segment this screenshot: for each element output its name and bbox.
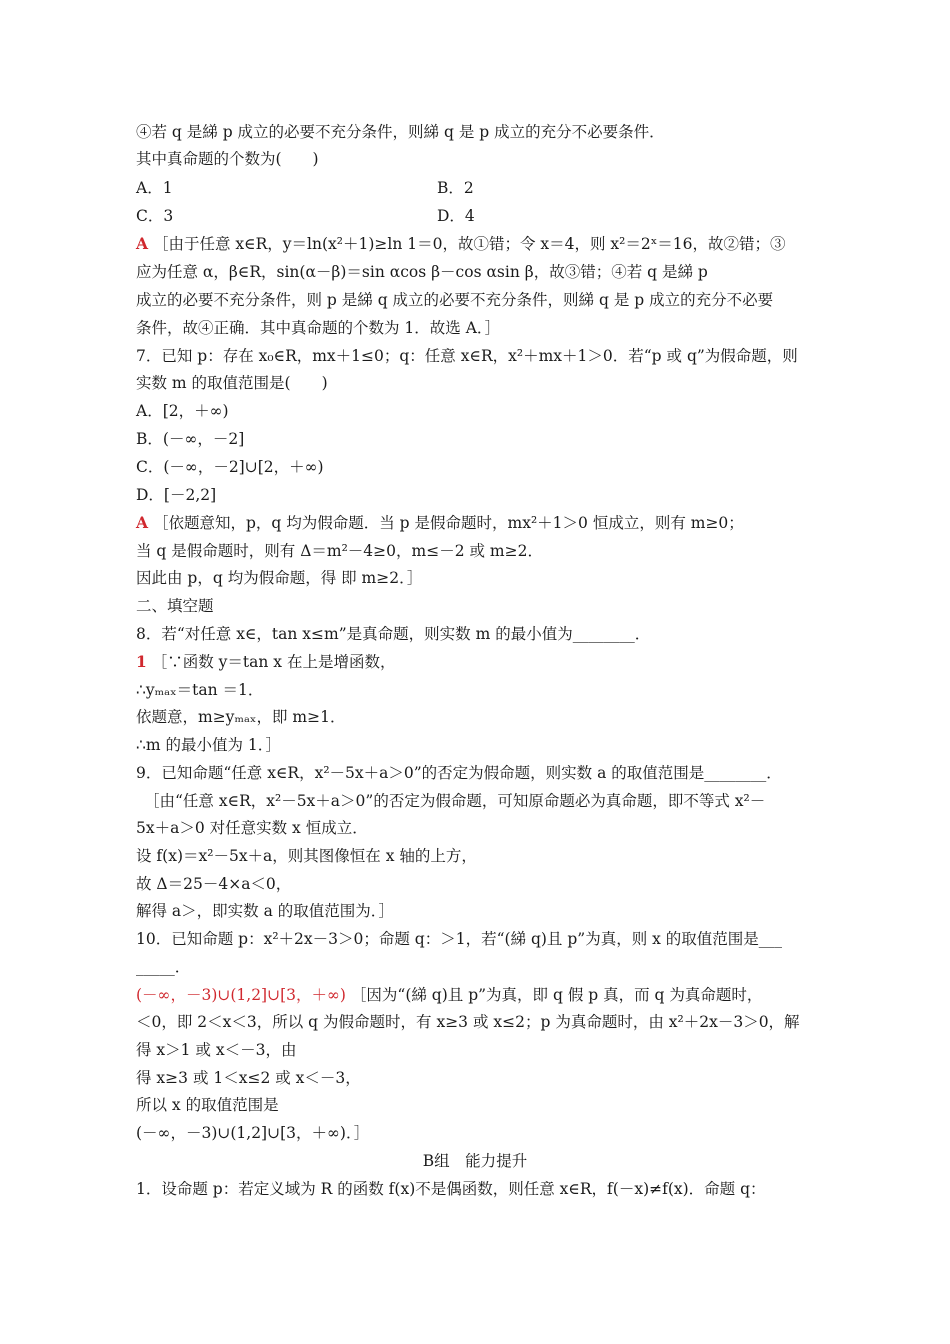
explanation-text: 解得 a＞，即实数 a 的取值范围为．］	[136, 902, 395, 920]
explanation-text: 因此由 p，q 均为假命题，得 即 m≥2．］	[136, 569, 423, 587]
question-7-cont: 实数 m 的取值范围是( )	[136, 374, 328, 392]
explanation-text: (－∞，－3)∪(1,2]∪[3，＋∞)．］	[136, 1124, 370, 1142]
explanation-text: ［∵函数 y＝tan x 在上是增函数，	[151, 653, 396, 671]
explanation-text: 得 x≥3 或 1＜x≤2 或 x＜－3，	[136, 1069, 361, 1087]
question-7: 7．已知 p：存在 x₀∈R，mx＋1≤0；q：任意 x∈R，x²＋mx＋1＞0．若“p 或 q”为假命题，则	[136, 347, 798, 365]
explanation-text: ［由“任意 x∈R，x²－5x＋a＞0”的否定为假命题，可知原命题必为真命题，即不等式 x²－	[144, 792, 766, 810]
explanation-text: 条件，故④正确．其中真命题的个数为 1．故选 A．］	[136, 319, 501, 337]
explanation-text: 设 f(x)＝x²－5x＋a，则其图像恒在 x 轴的上方，	[136, 847, 477, 865]
explanation-text: 成立的必要不充分条件，则 p 是綈 q 成立的必要不充分条件，则綈 q 是 p 成立的充分不必要	[136, 291, 774, 309]
option-d: D．4	[437, 207, 475, 225]
explanation-text: 故 Δ＝25－4×a＜0，	[136, 875, 292, 893]
question-b1: 1．设命题 p：若定义域为 R 的函数 f(x)不是偶函数，则任意 x∈R，f(－x)≠f(x)．命题 q：	[136, 1180, 766, 1198]
explanation-text: 当 q 是假命题时，则有 Δ＝m²－4≥0，m≤－2 或 m≥2．	[136, 542, 543, 560]
answer-line	[136, 651, 395, 673]
answer-line	[136, 233, 786, 255]
option-d: D．[－2,2]	[136, 486, 217, 504]
option-b: B．2	[437, 179, 474, 197]
statement-4: ④若 q 是綈 p 成立的必要不充分条件，则綈 q 是 p 成立的充分不必要条件．	[136, 123, 665, 141]
explanation-text: ∴yₘₐₓ＝tan ＝1．	[136, 681, 264, 699]
answer-line	[136, 984, 762, 1006]
explanation-text: 应为任意 α，β∈R，sin(α－β)＝sin αcos β－cos αsin β，故③错；④若 q 是綈 p	[136, 263, 708, 281]
option-a: A．[2，＋∞)	[136, 402, 229, 420]
explanation-text: ＜0，即 2＜x＜3，所以 q 为假命题时，有 x≥3 或 x≤2；p 为真命题时，由 x²＋2x－3＞0，解	[136, 1013, 800, 1031]
answer-label: (－∞，－3)∪(1,2]∪[3，＋∞)	[136, 986, 346, 1004]
question-10: 10．已知命题 p：x²＋2x－3＞0；命题 q：＞1，若“(綈 q)且 p”为真，则 x 的取值范围是___	[136, 930, 783, 948]
question-9: 9．已知命题“任意 x∈R，x²－5x＋a＞0”的否定为假命题，则实数 a 的取值范围是________．	[136, 764, 782, 782]
explanation-text: 所以 x 的取值范围是	[136, 1096, 279, 1114]
explanation-text: ［依题意知，p，q 均为假命题．当 p 是假命题时，mx²＋1＞0 恒成立，则有 m≥0；	[152, 514, 744, 532]
option-c: C．3	[136, 207, 174, 225]
section-heading: B组 能力提升	[422, 1152, 528, 1170]
option-c: C．(－∞，－2]∪[2，＋∞)	[136, 458, 324, 476]
explanation-text: 得 x＞1 或 x＜－3，由	[136, 1041, 297, 1059]
section-heading: 二、填空题	[136, 597, 214, 615]
explanation-text: 依题意，m≥yₘₐₓ，即 m≥1．	[136, 708, 346, 726]
option-a: A．1	[136, 179, 173, 197]
explanation-text: ［由于任意 x∈R，y＝ln(x²＋1)≥ln 1＝0，故①错；令 x＝4，则 x²＝2ˣ＝16，故②错；③	[152, 235, 786, 253]
option-b: B．(－∞，－2]	[136, 430, 245, 448]
answer-label: A	[136, 234, 149, 253]
question-stem: 其中真命题的个数为( )	[136, 150, 319, 168]
explanation-text: 5x＋a＞0 对任意实数 x 恒成立．	[136, 819, 368, 837]
answer-label: 1	[136, 652, 147, 671]
answer-line	[136, 512, 744, 534]
question-8: 8．若“对任意 x∈，tan x≤m”是真命题，则实数 m 的最小值为________．	[136, 625, 651, 643]
answer-label: A	[136, 513, 149, 532]
explanation-text: ∴m 的最小值为 1．］	[136, 736, 282, 754]
explanation-text: ［因为“(綈 q)且 p”为真，即 q 假 p 真，而 q 为真命题时，	[350, 986, 763, 1004]
question-10-cont: _____．	[136, 958, 191, 976]
